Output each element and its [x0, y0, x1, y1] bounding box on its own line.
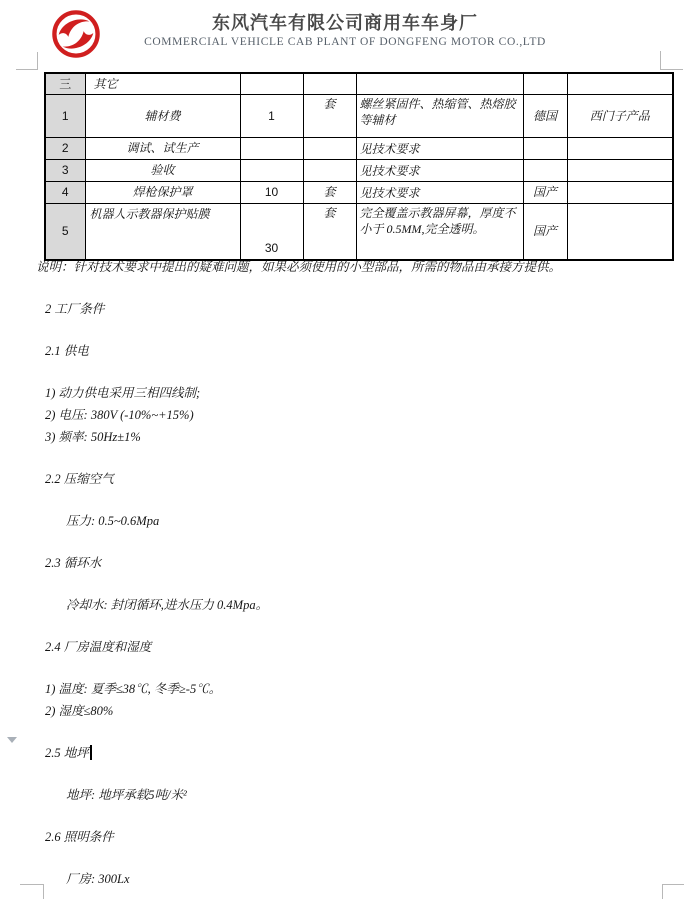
cell-origin: 国产	[523, 182, 567, 204]
body-line	[44, 784, 684, 806]
cell-unit: 套	[303, 182, 356, 204]
cell-note	[567, 160, 673, 182]
crop-mark-top-left	[37, 52, 38, 69]
cell-origin	[523, 73, 567, 95]
cell-desc: 见技术要求	[356, 182, 523, 204]
section-heading	[44, 298, 684, 320]
table-row	[45, 138, 673, 160]
table-row	[45, 182, 673, 204]
cell-name: 验收	[85, 160, 240, 182]
cell-note	[567, 204, 673, 261]
cell-unit: 套	[303, 204, 356, 261]
cell-unit	[303, 138, 356, 160]
body-line	[44, 700, 684, 722]
body-text: 2.2 压缩空气	[45, 472, 114, 486]
body-line	[44, 426, 684, 448]
cell-name: 辅材费	[85, 95, 240, 138]
cell-origin	[523, 160, 567, 182]
cell-desc: 见技术要求	[356, 138, 523, 160]
spec-table	[44, 72, 674, 261]
text-cursor	[90, 745, 92, 760]
body-text: 2.1 供电	[45, 344, 89, 358]
cell-num: 2	[45, 138, 85, 160]
cell-unit: 套	[303, 95, 356, 138]
body-line	[44, 868, 684, 890]
body-text: 2) 湿度≤80%	[45, 704, 114, 718]
cell-num: 5	[45, 204, 85, 261]
cell-qty	[240, 73, 303, 95]
table-header-row	[45, 73, 673, 95]
document-body	[36, 254, 684, 890]
section-heading	[44, 468, 684, 490]
body-text: 地坪: 地坪承载5吨/米²	[66, 788, 187, 802]
body-line	[44, 382, 684, 404]
crop-mark-top-right	[660, 69, 683, 70]
section-heading	[44, 552, 684, 574]
cell-origin	[523, 138, 567, 160]
body-text: 2) 电压: 380V (-10%~+15%)	[45, 408, 194, 422]
cell-note: 西门子产品	[567, 95, 673, 138]
company-title-en: COMMERCIAL VEHICLE CAB PLANT OF DONGFENG MOTOR CO.,LTD	[144, 36, 546, 48]
section-heading	[44, 636, 684, 658]
cell-desc: 完全覆盖示教器屏幕，厚度不小于 0.5MM,完全透明。	[356, 204, 523, 261]
spec-table-body	[45, 73, 673, 260]
margin-marker-icon	[7, 737, 17, 743]
body-line	[36, 256, 684, 278]
cell-num: 3	[45, 160, 85, 182]
cell-note	[567, 138, 673, 160]
section-heading	[44, 826, 684, 848]
cell-unit	[303, 160, 356, 182]
crop-mark-top-left	[16, 69, 38, 70]
cell-note	[567, 182, 673, 204]
body-line	[44, 594, 684, 616]
body-line	[44, 404, 684, 426]
body-text: 1) 温度: 夏季≤38℃, 冬季≥-5℃。	[45, 682, 222, 696]
body-line	[44, 510, 684, 532]
cell-origin: 德国	[523, 95, 567, 138]
cell-name: 机器人示教器保护贴膜	[85, 204, 240, 261]
body-text: 3) 频率: 50Hz±1%	[45, 430, 141, 444]
cell-desc: 见技术要求	[356, 160, 523, 182]
cell-num: 1	[45, 95, 85, 138]
company-title-cn: 东风汽车有限公司商用车车身厂	[212, 13, 478, 33]
cell-desc	[356, 73, 523, 95]
body-text: 厂房: 300Lx	[66, 872, 130, 886]
section-heading	[44, 340, 684, 362]
cell-name: 其它	[85, 73, 240, 95]
cell-num: 4	[45, 182, 85, 204]
cell-qty: 1	[240, 95, 303, 138]
body-text: 冷却水: 封闭循环,进水压力 0.4Mpa。	[66, 598, 269, 612]
cell-desc: 螺丝紧固件、热缩管、热熔胶等辅材	[356, 95, 523, 138]
cell-qty	[240, 160, 303, 182]
table-row	[45, 95, 673, 138]
crop-mark-bottom-left	[20, 884, 44, 885]
cell-qty: 10	[240, 182, 303, 204]
cell-unit	[303, 73, 356, 95]
body-line	[44, 678, 684, 700]
body-text: 1) 动力供电采用三相四线制;	[45, 386, 201, 400]
cell-name: 焊枪保护罩	[85, 182, 240, 204]
body-text: 2.4 厂房温度和湿度	[45, 640, 152, 654]
cell-qty: 30	[240, 204, 303, 261]
body-text: 2.5 地坪	[45, 746, 89, 760]
cell-note	[567, 73, 673, 95]
cell-origin: 国产	[523, 204, 567, 261]
body-text: 压力: 0.5~0.6Mpa	[66, 514, 160, 528]
table-row	[45, 160, 673, 182]
body-text: 2.6 照明条件	[45, 830, 114, 844]
cell-num: 三	[45, 73, 85, 95]
body-text: 2.3 循环水	[45, 556, 102, 570]
cell-qty	[240, 138, 303, 160]
body-text: 说明：针对技术要求中提出的疑难问题，如果必须使用的小型部品，所需的物品由承接方提供。	[36, 260, 562, 274]
body-text: 2 工厂条件	[45, 302, 105, 316]
table-row	[45, 204, 673, 261]
section-heading	[44, 742, 684, 764]
cell-name: 调试、试生产	[85, 138, 240, 160]
crop-mark-top-right	[660, 51, 661, 69]
